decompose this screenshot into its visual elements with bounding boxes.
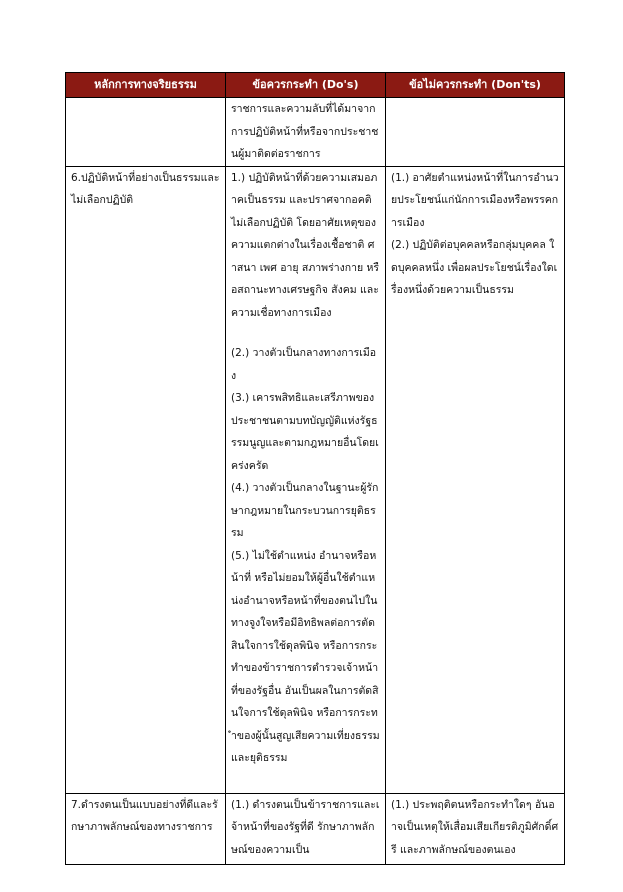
- table-row: [66, 793, 565, 864]
- dos-item: (2.) วางตัวเป็นกลางทางการเมือง: [231, 347, 377, 382]
- header-donts: ข้อไม่ควรกระทำ (Don'ts): [386, 73, 565, 98]
- donts-item: (2.) ปฏิบัติต่อบุคคลหรือกลุ่มบุคคล ใดบุคคลหนึ่ง เพื่อผลประโยชน์เรื่องใดเรื่องหนึ่งด้วยความเป็นธรรม: [391, 239, 558, 296]
- donts-cell: [386, 166, 565, 793]
- donts-item: (1.) ประพฤติตนหรือกระทำใดๆ อันอาจเป็นเหตุให้เสื่อมเสียเกียรติภูมิศักดิ์ศรี และภาพลักษณ์ของตนเอง: [391, 798, 559, 856]
- dos-item: (3.) เคารพสิทธิและเสรีภาพของประชาชนตามบทบัญญัติแห่งรัฐธรรมนูญและตามกฎหมายอื่นโดยเคร่งครัด: [231, 392, 379, 472]
- dos-item: 1.) ปฏิบัติหน้าที่ด้วยความเสมอภาคเป็นธรรม และปราศจากอคติ ไม่เลือกปฏิบัติ โดยอาศัยเหตุของความแตกต่างในเรื่องเชื้อชาติ ศาสนา เพศ อายุ สภาพร่างกาย หรือสถานะทางเศรษฐกิจ สังคม และความเชื่อทางการเมือง: [231, 171, 380, 319]
- donts-cell: [386, 98, 565, 167]
- dos-item: ราชการและความลับที่ได้มาจากการปฏิบัติหน้าที่หรือจากประชาชนผู้มาติดต่อราชการ: [231, 103, 379, 160]
- principle-cell: [66, 98, 226, 167]
- dos-item: (4.) วางตัวเป็นกลางในฐานะผู้รักษากฎหมายในกระบวนการยุติธรรม: [231, 482, 379, 539]
- dos-item: (1.) ดำรงตนเป็นข้าราชการและเจ้าหน้าที่ของรัฐที่ดี รักษาภาพลักษณ์ของความเป็น: [231, 798, 380, 856]
- table-header-row: [66, 73, 565, 98]
- principle-cell: 6.ปฏิบัติหน้าที่อย่างเป็นธรรมและไม่เลือกปฏิบัติ: [66, 166, 226, 793]
- principle-cell: 7.ดำรงตนเป็นแบบอย่างที่ดีและรักษาภาพลักษณ์ของทางราชการ: [66, 793, 226, 864]
- header-principle: หลักการทางจริยธรรม: [66, 73, 226, 98]
- donts-item: (1.) อาศัยตำแหน่งหน้าที่ในการอำนวยประโยชน์แก่นักการเมืองหรือพรรคการเมือง: [391, 171, 559, 229]
- donts-cell: [386, 793, 565, 864]
- dos-item: (5.) ไม่ใช้ตำแหน่ง อำนาจหรือหน้าที่ หรือไม่ยอมให้ผู้อื่นใช้ตำแหน่งอำนาจหรือหน้าที่ของตนไปในทางจูงใจหรือมีอิทธิพลต่อการตัดสินใจการใช้ดุลพินิจ หรือการกระทำของข้าราชการตำรวจเจ้าหน้าที่ของรัฐอื่น อันเป็นผลในการตัดสินใจการใช้ดุลพินิจ หรือการกระทำของผู้นั้นสูญเสียความเที่ยงธรรมและยุติธรรม: [231, 549, 380, 764]
- ethics-table: [65, 72, 565, 865]
- table-row: [66, 98, 565, 167]
- dos-cell: [226, 98, 386, 167]
- dos-cell: [226, 793, 386, 864]
- table-row: [66, 166, 565, 793]
- header-dos: ข้อควรกระทำ (Do's): [226, 73, 386, 98]
- dos-cell: [226, 166, 386, 793]
